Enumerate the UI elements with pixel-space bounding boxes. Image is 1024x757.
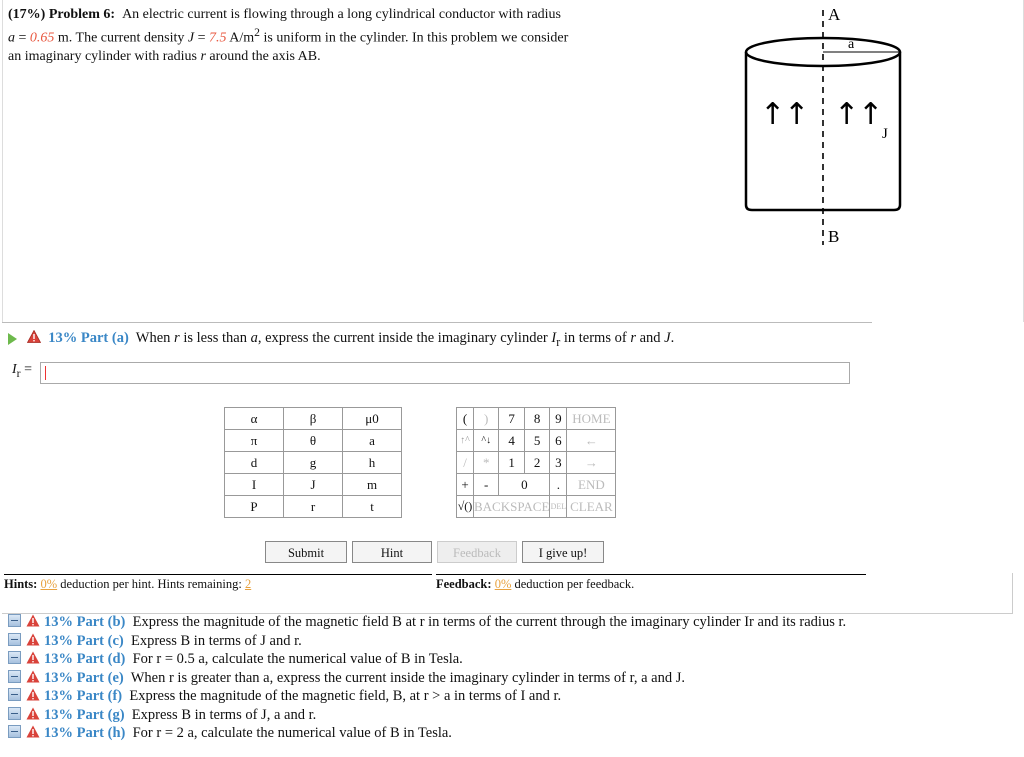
answer-label-sub: r [16, 366, 21, 380]
part-a-label: 13% Part (a) [48, 330, 129, 346]
submit-button[interactable]: Submit [265, 541, 347, 563]
warning-icon [26, 651, 40, 664]
problem-weight: (17%) [8, 7, 46, 22]
part-e-row[interactable] [8, 670, 846, 689]
collapse-icon[interactable] [8, 725, 21, 738]
symbol-keypad [224, 407, 402, 518]
current-arrow-icon: ↑ [784, 97, 810, 132]
part-text: When r is greater than a, express the current inside the imaginary cylinder in terms of r, a and J. [130, 669, 685, 686]
J-symbol: J [187, 30, 195, 46]
hints-text: deduction per hint. Hints remaining: [57, 577, 245, 591]
label-a: a [848, 37, 855, 52]
answer-label-eq: = [20, 362, 32, 377]
key-g[interactable]: g [284, 452, 343, 474]
problem-text-3: an imaginary cylinder with radius [8, 48, 201, 64]
a-symbol: a [8, 30, 15, 46]
problem-statement [8, 6, 648, 66]
part-text: Express the magnitude of the magnetic field B at r in terms of the current through the imaginary cylinder Ir and its radius r. [132, 614, 847, 630]
part-a-J: J [664, 330, 671, 346]
r-symbol: r [200, 48, 206, 64]
key-3[interactable]: 3 [550, 452, 567, 474]
key-9[interactable]: 9 [550, 408, 567, 430]
key-end[interactable]: END [567, 474, 616, 496]
key-open-paren[interactable]: ( [457, 408, 474, 430]
part-label: 13% Part (g) [44, 706, 125, 723]
collapse-icon[interactable] [8, 614, 21, 627]
give-up-button[interactable]: I give up! [522, 541, 604, 563]
feedback-button[interactable]: Feedback [437, 541, 517, 563]
part-c-row[interactable] [8, 633, 846, 652]
key-theta[interactable]: θ [284, 430, 343, 452]
answer-label-I: I [12, 362, 17, 377]
feedback-text: deduction per feedback. [511, 577, 635, 591]
J-value: 7.5 [209, 30, 227, 46]
key-dot[interactable]: . [550, 474, 567, 496]
part-a-header[interactable] [8, 330, 674, 350]
key-beta[interactable]: β [284, 408, 343, 430]
number-keypad [456, 407, 616, 518]
key-6[interactable]: 6 [550, 430, 567, 452]
part-label: 13% Part (d) [44, 651, 126, 667]
key-J[interactable]: J [284, 474, 343, 496]
collapse-icon[interactable] [8, 670, 21, 683]
a-equals: = [15, 30, 30, 46]
key-h[interactable]: h [343, 452, 402, 474]
part-a-text: , express the current inside the imaginary cylinder [257, 330, 552, 346]
part-a-a: a [250, 330, 258, 346]
part-a-text: When [135, 330, 175, 346]
label-A: A [828, 5, 841, 24]
collapse-icon[interactable] [8, 707, 21, 720]
key-minus[interactable]: - [474, 474, 499, 496]
answer-input[interactable] [40, 362, 850, 384]
warning-icon [26, 670, 40, 683]
part-text: Express the magnitude of the magnetic field, B, at r > a in terms of I and r. [129, 688, 562, 704]
current-arrow-icon: ↑ [760, 97, 786, 132]
key-mu0[interactable]: μ0 [343, 408, 402, 430]
feedback-label: Feedback: [436, 577, 492, 591]
part-text: Express B in terms of J and r. [130, 632, 302, 649]
expand-play-icon[interactable] [8, 333, 17, 345]
key-superscript[interactable]: ↑^ [457, 430, 474, 452]
part-a-text: . [670, 330, 675, 346]
J-unit-exponent: 2 [254, 26, 260, 39]
key-alpha[interactable]: α [225, 408, 284, 430]
part-separator [2, 322, 872, 323]
problem-text-1: An electric current is flowing through a long cylindrical conductor with radius [122, 7, 561, 22]
part-a-Ir: I [551, 330, 557, 346]
problem-text-2: is uniform in the cylinder. In this problem we consider [259, 30, 569, 46]
key-P[interactable]: P [225, 496, 284, 518]
part-a-r: r [630, 330, 636, 346]
key-plus[interactable]: + [457, 474, 474, 496]
key-5[interactable]: 5 [524, 430, 549, 452]
part-d-row[interactable] [8, 651, 846, 670]
warning-icon [27, 330, 41, 343]
problem-title: Problem 6: [48, 7, 116, 22]
key-t[interactable]: t [343, 496, 402, 518]
current-arrow-icon: ↑ [834, 97, 860, 132]
key-del[interactable]: DEL [550, 496, 567, 518]
part-a-Ir-sub: r [556, 334, 561, 349]
part-text: For r = 0.5 a, calculate the numerical value of B in Tesla. [132, 651, 463, 667]
key-I[interactable]: I [225, 474, 284, 496]
key-2[interactable]: 2 [524, 452, 549, 474]
part-label: 13% Part (f) [44, 688, 123, 704]
answer-label [12, 362, 32, 380]
key-1[interactable]: 1 [499, 452, 524, 474]
key-r[interactable]: r [284, 496, 343, 518]
a-value: 0.65 [29, 30, 55, 46]
warning-icon [26, 725, 40, 738]
key-divide[interactable]: / [457, 452, 474, 474]
warning-icon [26, 614, 40, 627]
cylinder-figure [730, 0, 910, 250]
warning-icon [26, 633, 40, 646]
hints-remaining: 2 [244, 577, 252, 591]
label-J: J [882, 126, 888, 142]
key-subscript[interactable]: ^↓ [474, 430, 499, 452]
key-m[interactable]: m [343, 474, 402, 496]
feedback-pct: 0% [494, 577, 512, 591]
key-multiply[interactable]: * [474, 452, 499, 474]
key-sqrt[interactable]: √() [457, 496, 474, 518]
label-B: B [828, 227, 840, 246]
key-7[interactable]: 7 [499, 408, 524, 430]
hint-button[interactable]: Hint [352, 541, 432, 563]
collapse-icon[interactable] [8, 688, 21, 701]
key-clear[interactable]: CLEAR [567, 496, 616, 518]
warning-icon [26, 688, 40, 701]
hints-bar [4, 574, 432, 595]
part-a-r: r [174, 330, 180, 346]
key-a[interactable]: a [343, 430, 402, 452]
problem-text-4: around the axis AB. [205, 48, 321, 64]
collapse-icon[interactable] [8, 633, 21, 646]
key-4[interactable]: 4 [499, 430, 524, 452]
part-label: 13% Part (c) [44, 632, 124, 649]
part-label: 13% Part (e) [44, 669, 124, 686]
key-right-arrow[interactable]: → [567, 452, 616, 474]
hints-label: Hints: [4, 577, 38, 591]
collapse-icon[interactable] [8, 651, 21, 664]
key-close-paren[interactable]: ) [474, 408, 499, 430]
part-a-text: and [635, 330, 665, 346]
key-backspace[interactable]: BACKSPACE [474, 496, 550, 518]
part-h-row[interactable] [8, 725, 846, 744]
part-label: 13% Part (h) [44, 725, 126, 741]
text-caret [45, 366, 46, 380]
part-text: Express B in terms of J, a and r. [131, 706, 317, 723]
key-8[interactable]: 8 [524, 408, 549, 430]
warning-icon [26, 707, 40, 720]
feedback-bar [436, 574, 866, 595]
key-home[interactable]: HOME [567, 408, 616, 430]
part-text: For r = 2 a, calculate the numerical value of B in Tesla. [132, 725, 452, 741]
current-arrow-icon: ↑ [858, 97, 884, 132]
key-left-arrow[interactable]: ← [567, 430, 616, 452]
part-a-text: is less than [179, 330, 251, 346]
part-b-row[interactable] [8, 614, 846, 633]
hints-pct: 0% [40, 577, 58, 591]
J-equals: = [194, 30, 210, 46]
part-f-row[interactable] [8, 688, 846, 707]
part-label: 13% Part (b) [44, 614, 126, 630]
key-0[interactable]: 0 [499, 474, 550, 496]
part-a-text: in terms of [560, 330, 631, 346]
key-d[interactable]: d [225, 452, 284, 474]
part-g-row[interactable] [8, 707, 846, 726]
parts-list [8, 614, 846, 744]
a-unit: m. The current density [54, 30, 188, 46]
key-pi[interactable]: π [225, 430, 284, 452]
J-unit: A/m [226, 30, 255, 46]
current-arrows [760, 97, 883, 132]
